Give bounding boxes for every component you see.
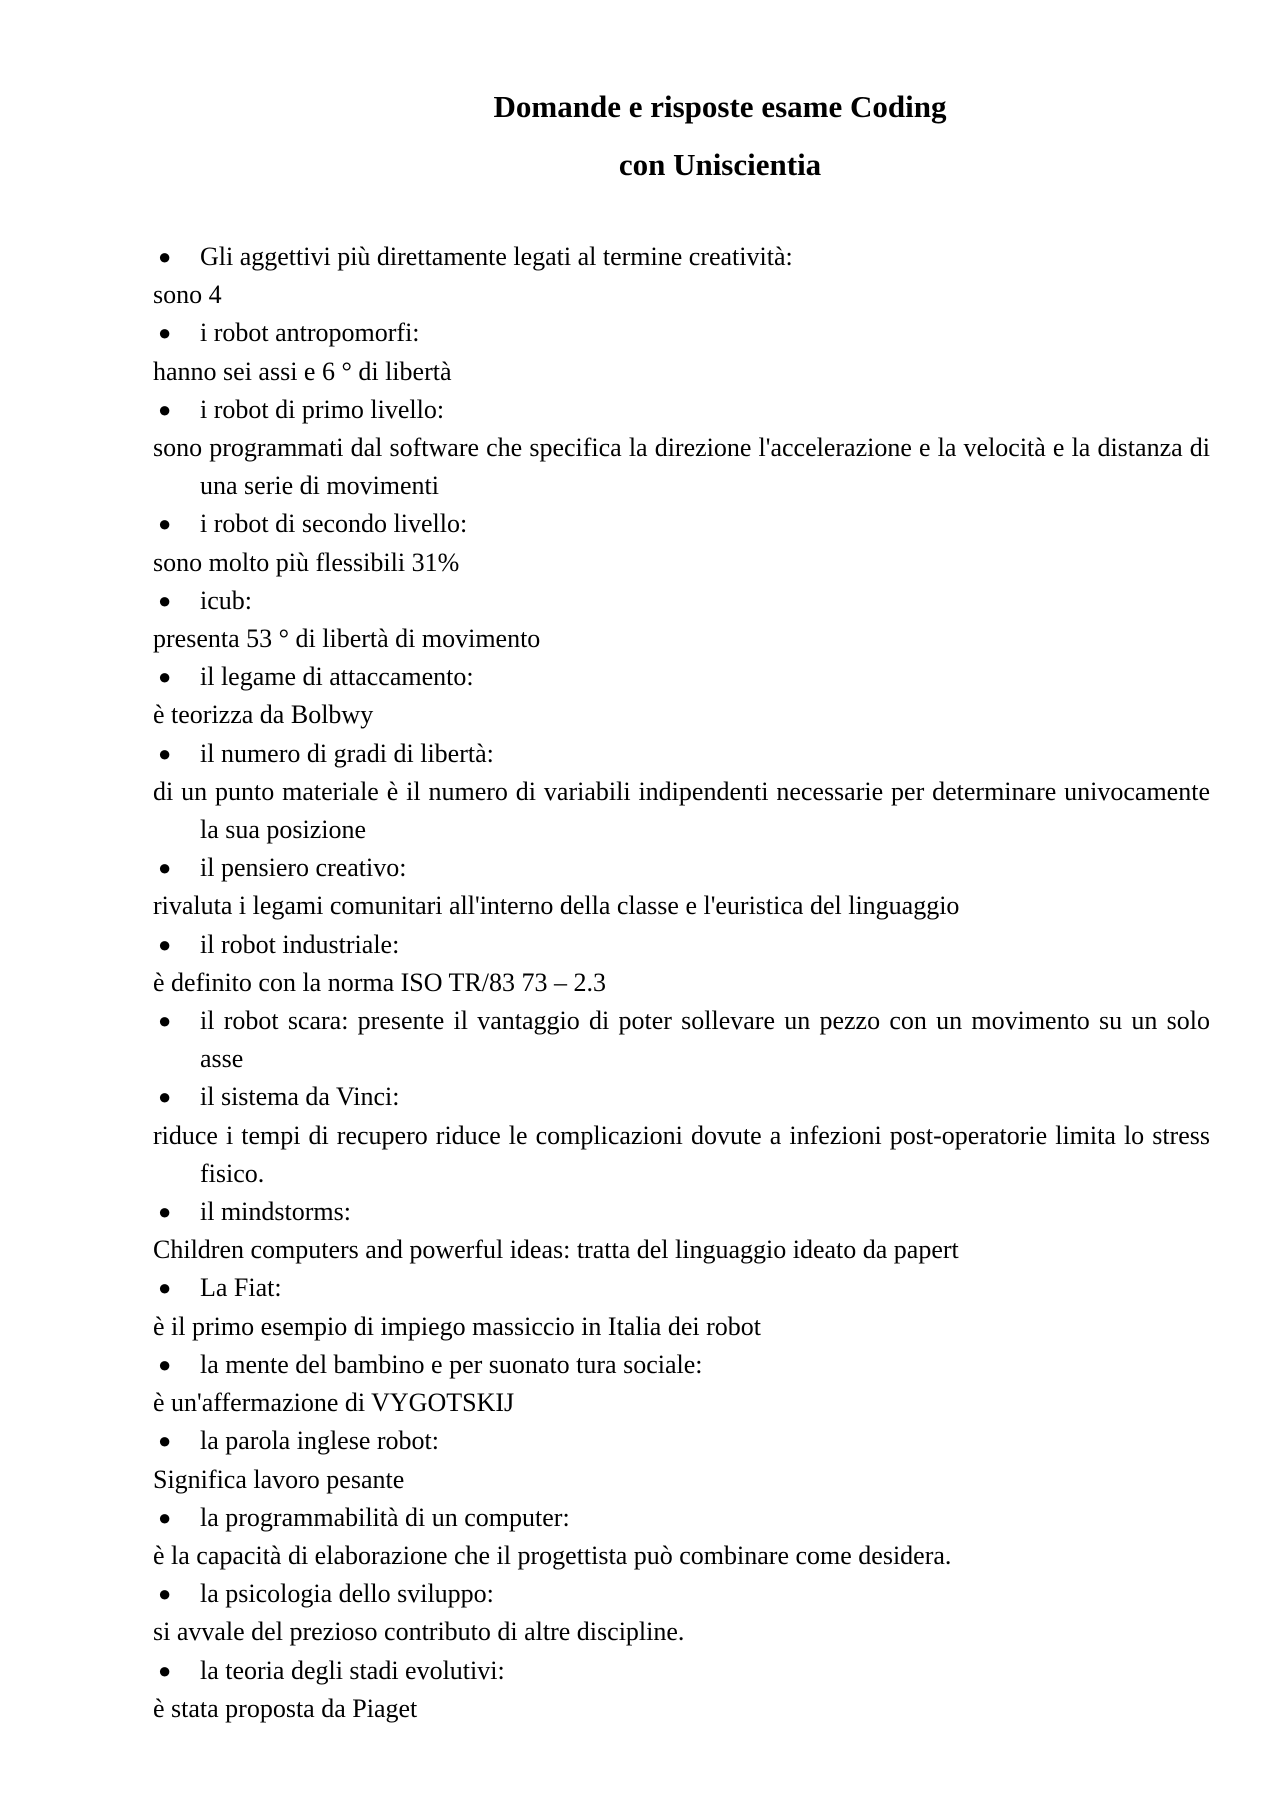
question-text: il sistema da Vinci: bbox=[200, 1082, 400, 1112]
question-text: i robot di secondo livello: bbox=[200, 509, 468, 539]
question-text: la teoria degli stadi evolutivi: bbox=[200, 1655, 505, 1685]
bullet-icon: ● bbox=[158, 664, 172, 690]
bullet-icon: ● bbox=[158, 931, 172, 957]
question-text: la programmabilità di un computer: bbox=[200, 1502, 570, 1532]
question-item bbox=[153, 1652, 1210, 1690]
question-item bbox=[153, 1078, 1210, 1116]
answer-text: Significa lavoro pesante bbox=[153, 1464, 405, 1494]
bullet-icon: ● bbox=[158, 855, 172, 881]
answer-text: è un'affermazione di VYGOTSKIJ bbox=[153, 1388, 515, 1418]
answer-text: rivaluta i legami comunitari all'interno della classe e l'euristica del linguaggio bbox=[153, 891, 960, 921]
question-text: il legame di attaccamento: bbox=[200, 662, 474, 692]
question-text: il numero di gradi di libertà: bbox=[200, 738, 494, 768]
answer-text: di un punto materiale è il numero di variabili indipendenti necessarie per determinare univocamente la sua posizione bbox=[153, 776, 1210, 845]
qa-list bbox=[153, 238, 1210, 1728]
bullet-icon: ● bbox=[158, 1084, 172, 1110]
answer-text: si avvale del prezioso contributo di altre discipline. bbox=[153, 1617, 685, 1647]
answer-text: Children computers and powerful ideas: tratta del linguaggio ideato da papert bbox=[153, 1235, 959, 1265]
question-text: la psicologia dello sviluppo: bbox=[200, 1579, 494, 1609]
answer-text: è definito con la norma ISO TR/83 73 – 2.3 bbox=[153, 967, 607, 997]
bullet-icon: ● bbox=[158, 244, 172, 269]
answer-text: è la capacità di elaborazione che il progettista può combinare come desidera. bbox=[153, 1540, 952, 1570]
bullet-icon: ● bbox=[158, 1504, 172, 1530]
question-item bbox=[153, 926, 1210, 964]
question-item bbox=[153, 238, 1210, 276]
question-item bbox=[153, 1575, 1210, 1613]
question-text: icub: bbox=[200, 585, 252, 615]
question-item bbox=[153, 505, 1210, 543]
question-text: la parola inglese robot: bbox=[200, 1426, 439, 1456]
question-text: i robot antropomorfi: bbox=[200, 318, 420, 348]
question-text: La Fiat: bbox=[200, 1273, 282, 1303]
question-text: il pensiero creativo: bbox=[200, 853, 407, 883]
bullet-icon: ● bbox=[158, 511, 172, 537]
bullet-icon: ● bbox=[158, 740, 172, 766]
question-item bbox=[153, 1193, 1210, 1231]
question-text: il robot industriale: bbox=[200, 929, 400, 959]
question-item bbox=[153, 1346, 1210, 1384]
question-item bbox=[153, 1002, 1210, 1078]
question-text: il mindstorms: bbox=[200, 1197, 351, 1227]
bullet-icon: ● bbox=[158, 1428, 172, 1454]
bullet-icon: ● bbox=[158, 396, 172, 422]
bullet-icon: ● bbox=[158, 587, 172, 613]
question-item bbox=[153, 582, 1210, 620]
document-title bbox=[450, 78, 990, 194]
answer-text: sono molto più flessibili 31% bbox=[153, 547, 460, 577]
answer-text: riduce i tempi di recupero riduce le complicazioni dovute a infezioni post-operatorie limita lo stress fisico. bbox=[153, 1120, 1210, 1188]
answer-text: presenta 53 ° di libertà di movimento bbox=[153, 624, 541, 654]
question-item bbox=[153, 314, 1210, 352]
bullet-icon: ● bbox=[158, 1351, 172, 1377]
question-text: i robot di primo livello: bbox=[200, 394, 445, 424]
bullet-icon: ● bbox=[158, 320, 172, 346]
answer-text: è teorizza da Bolbwy bbox=[153, 700, 374, 730]
answer-text: è il primo esempio di impiego massiccio in Italia dei robot bbox=[153, 1311, 761, 1341]
answer-text: è stata proposta da Piaget bbox=[153, 1693, 418, 1723]
title-line-1: Domande e risposte esame Coding bbox=[493, 89, 947, 124]
question-item bbox=[153, 1422, 1210, 1460]
title-line-2: con Uniscientia bbox=[618, 147, 822, 182]
question-text: Gli aggettivi più direttamente legati al termine creatività: bbox=[200, 242, 793, 271]
bullet-icon: ● bbox=[158, 1581, 172, 1607]
question-text: il robot scara: presente il vantaggio di poter sollevare un pezzo con un movimento su un solo asse bbox=[200, 1006, 1210, 1074]
question-item bbox=[153, 658, 1210, 696]
question-item bbox=[153, 849, 1210, 887]
question-item bbox=[153, 1499, 1210, 1537]
bullet-icon: ● bbox=[158, 1008, 172, 1034]
question-item bbox=[153, 1269, 1210, 1307]
answer-text: sono 4 bbox=[153, 280, 222, 310]
question-text: la mente del bambino e per suonato tura sociale: bbox=[200, 1349, 703, 1379]
answer-text: sono programmati dal software che specifica la direzione l'accelerazione e la velocità e la distanza di una serie di movimenti bbox=[153, 433, 1210, 501]
bullet-icon: ● bbox=[158, 1657, 172, 1683]
question-item bbox=[153, 735, 1210, 773]
bullet-icon: ● bbox=[158, 1199, 172, 1225]
bullet-icon: ● bbox=[158, 1275, 172, 1301]
question-item bbox=[153, 391, 1210, 429]
answer-text: hanno sei assi e 6 ° di libertà bbox=[153, 356, 452, 386]
